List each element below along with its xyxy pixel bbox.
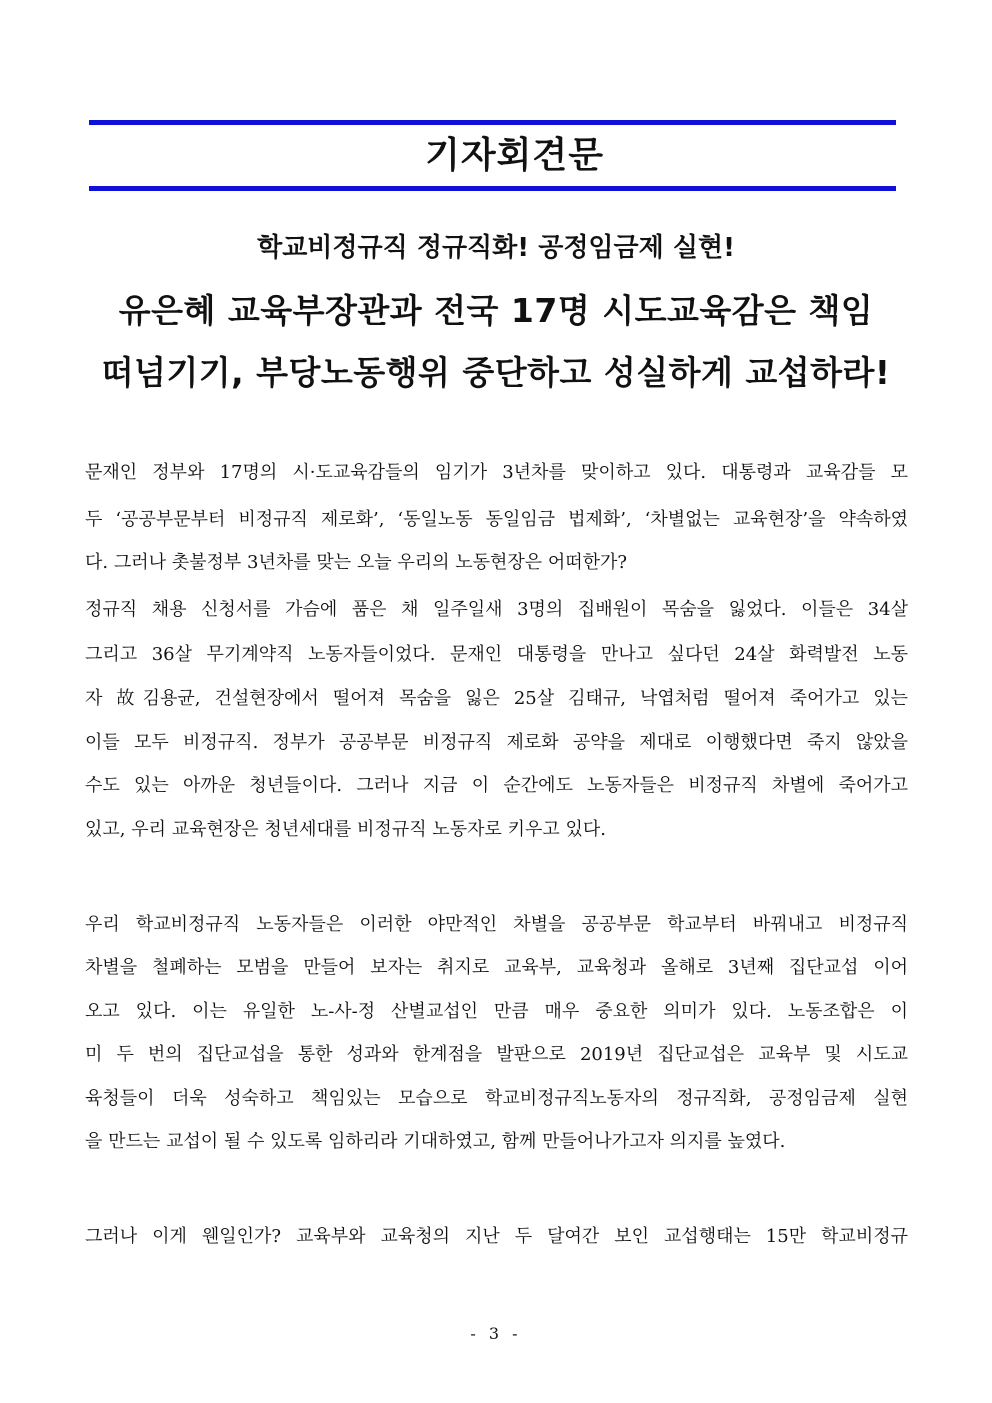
body-line: 그러나 이게 웬일인가? 교육부와 교육청의 지난 두 달여간 보인 교섭행태는 15만 학교비정규 [85,1226,908,1247]
body-line: 그리고 36살 무기계약직 노동자들이었다. 문재인 대통령을 만나고 싶다던 24살 화력발전 노동 [85,644,908,665]
body-line: 두 ‘공공부문부터 비정규직 제로화’, ‘동일노동 동일임금 법제화’, ‘차별없는 교육현장’을 약속하였 [85,509,908,530]
body-line: 문재인 정부와 17명의 시·도교육감들의 임기가 3년차를 맞이하고 있다. 대통령과 교육감들 모 [85,462,908,483]
body-line: 차별을 철폐하는 모범을 만들어 보자는 취지로 교육부, 교육청과 올해로 3년째 집단교섭 이어 [85,957,908,978]
main-title-line-1: 유은혜 교육부장관과 전국 17명 시도교육감은 책임 [118,291,874,330]
body-line: 자 故김용균, 건설현장에서 떨어져 목숨을 잃은 25살 김태규, 낙엽처럼 떨어져 죽어가고 있는 [85,688,908,709]
body-line: 육청들이 더욱 성숙하고 책임있는 모습으로 학교비정규직노동자의 정규직화, 공정임금제 실현 [85,1088,908,1109]
body-line: 있고, 우리 교육현장은 청년세대를 비정규직 노동자로 키우고 있다. [85,819,606,840]
body-line: 다. 그러나 촛불정부 3년차를 맞는 오늘 우리의 노동현장은 어떠한가? [85,552,628,573]
document-type-heading: 기자회견문 [425,135,604,176]
body-line: 오고 있다. 이는 유일한 노-사-정 산별교섭인 만큼 매우 중요한 의미가 있다. 노동조합은 이 [85,1001,908,1022]
main-title-line-2: 떠넘기기, 부당노동행위 중단하고 성실하게 교섭하라! [101,353,891,392]
page-number: - 3 - [470,1324,522,1343]
body-line: 미 두 번의 집단교섭을 통한 성과와 한계점을 발판으로 2019년 집단교섭은 교육부 및 시도교 [85,1044,908,1065]
subtitle: 학교비정규직 정규직화! 공정임금제 실현! [257,233,735,263]
body-line: 수도 있는 아까운 청년들이다. 그러나 지금 이 순간에도 노동자들은 비정규직 차별에 죽어가고 [85,775,908,796]
header-top-rule [89,120,896,125]
body-line: 을 만드는 교섭이 될 수 있도록 임하리라 기대하였고, 함께 만들어나가고자 의지를 높였다. [85,1131,786,1152]
header-bottom-rule [89,186,896,191]
body-line: 이들 모두 비정규직. 정부가 공공부문 비정규직 제로화 공약을 제대로 이행했다면 죽지 않았을 [85,732,908,753]
body-line: 우리 학교비정규직 노동자들은 이러한 야만적인 차별을 공공부문 학교부터 바꿔내고 비정규직 [85,914,908,935]
body-line: 정규직 채용 신청서를 가슴에 품은 채 일주일새 3명의 집배원이 목숨을 잃었다. 이들은 34살 [85,599,908,620]
